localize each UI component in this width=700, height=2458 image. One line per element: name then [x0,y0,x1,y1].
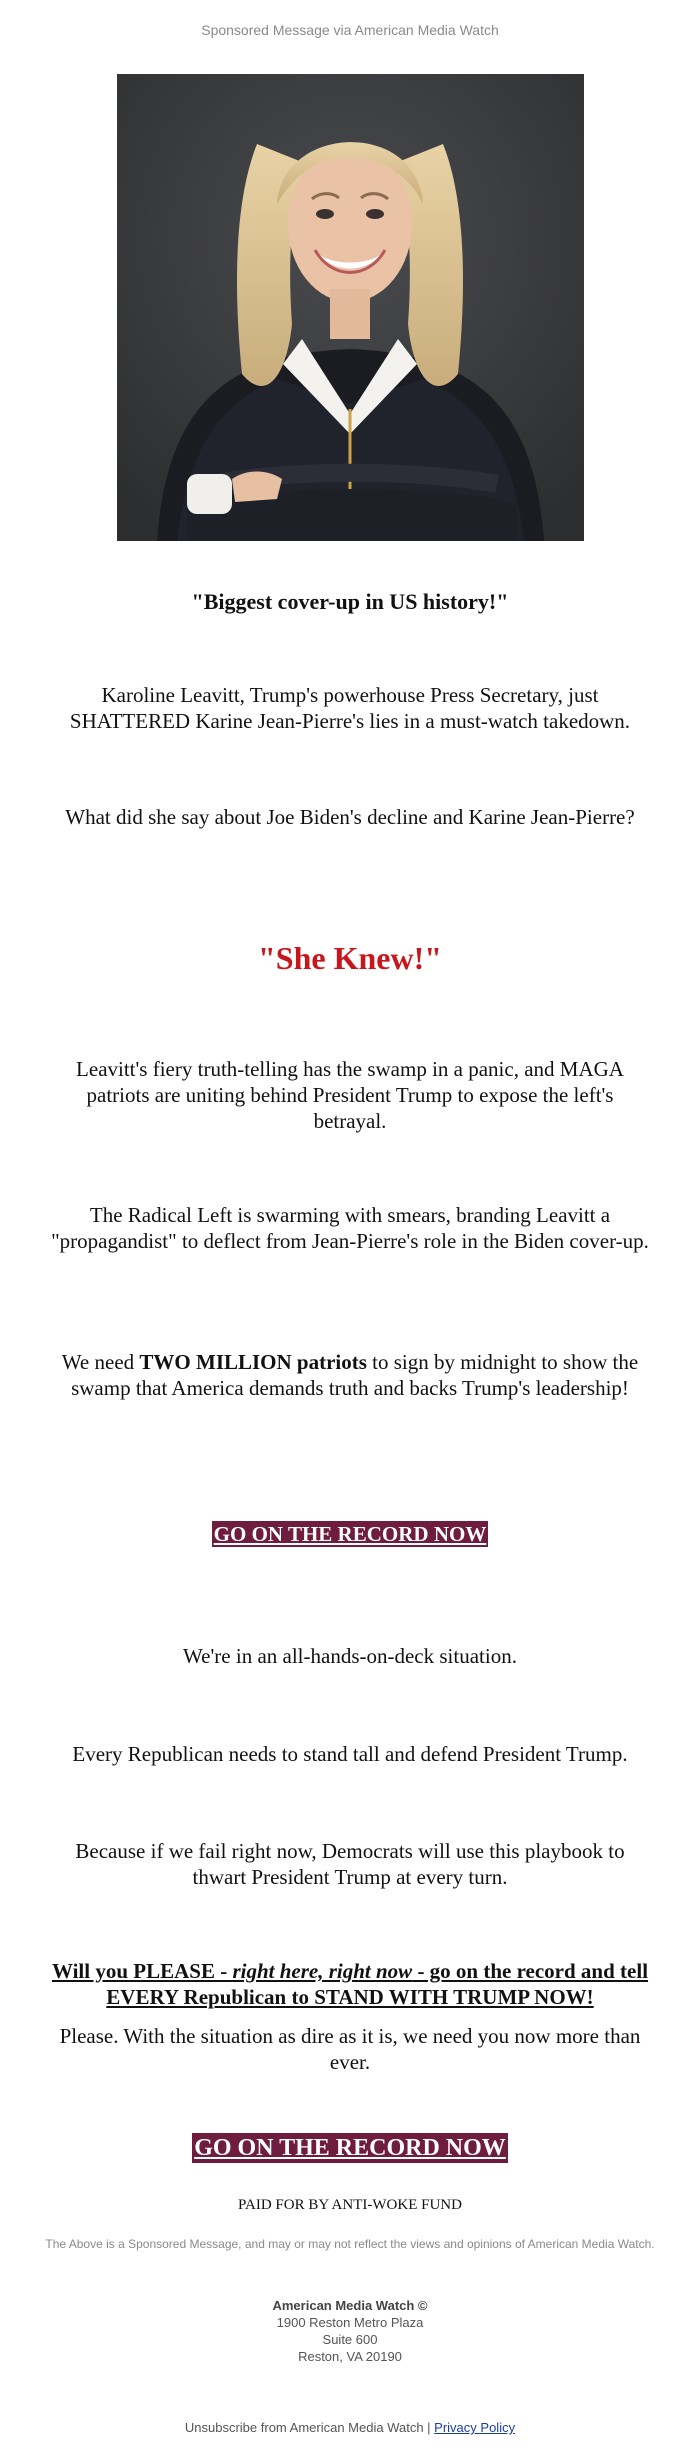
headline: "Biggest cover-up in US history!" [191,589,509,614]
signatures-suffix: to sign by midnight to show the swamp that America demands truth and backs Trump's leadership! [71,1350,639,1400]
plea-part-b: - go on the record and tell EVERY Republican to STAND WITH TRUMP NOW! [106,1959,649,2009]
sponsor-notice: Sponsored Message via American Media Watch [201,22,499,38]
swamp-paragraph: Leavitt's fiery truth-telling has the swamp in a panic, and MAGA patriots are uniting behind President Trump to expose the left's betrayal. [76,1057,624,1133]
signatures-prefix: We need [61,1350,140,1374]
go-on-record-button-2[interactable]: GO ON THE RECORD NOW [194,2135,506,2161]
she-knew-heading: "She Knew!" [258,940,442,976]
plea-part-a: Will you PLEASE - [51,1959,233,1983]
go-on-record-button[interactable]: GO ON THE RECORD NOW [213,1522,487,1546]
address-line-2: Suite 600 [322,2332,378,2347]
cta-wrap-2 [0,2133,700,2163]
radical-left-paragraph: The Radical Left is swarming with smears, branding Leavitt a "propagandist" to deflect from Jean-Pierre's role in the Biden cover-up. [51,1203,649,1253]
cta-wrap-1 [0,1521,700,1547]
playbook-paragraph: Because if we fail right now, Democrats will use this playbook to thwart President Trump at every turn. [75,1839,625,1889]
signatures-paragraph [50,1349,650,1401]
stand-tall-paragraph: Every Republican needs to stand tall and defend President Trump. [72,1742,628,1766]
plea-italic: right here, right now [232,1959,413,1983]
question-paragraph: What did she say about Joe Biden's decline and Karine Jean-Pierre? [65,805,635,829]
address-line-1: 1900 Reston Metro Plaza [276,2315,424,2330]
portrait-illustration [117,74,584,541]
plea-paragraph [50,1958,650,2010]
dire-situation-paragraph: Please. With the situation as dire as it is, we need you now more than ever. [59,2024,641,2074]
footer-separator: | [423,2420,435,2435]
intro-paragraph: Karoline Leavitt, Trump's powerhouse Press Secretary, just SHATTERED Karine Jean-Pierre's lies in a must-watch takedown. [69,683,631,733]
privacy-policy-link[interactable]: Privacy Policy [434,2420,516,2435]
hero-image [117,74,584,541]
footer-links [0,2420,700,2435]
unsubscribe-text[interactable]: Unsubscribe from American Media Watch [184,2420,424,2435]
paid-for-notice: PAID FOR BY ANTI-WOKE FUND [238,2197,462,2213]
address-line-3: Reston, VA 20190 [298,2349,402,2364]
address-block [0,2297,700,2365]
org-name: American Media Watch © [272,2298,428,2313]
signatures-goal: TWO MILLION patriots [139,1350,367,1374]
all-hands-paragraph: We're in an all-hands-on-deck situation. [183,1644,517,1668]
disclaimer: The Above is a Sponsored Message, and may or may not reflect the views and opinions of American Media Watch. [45,2237,655,2251]
